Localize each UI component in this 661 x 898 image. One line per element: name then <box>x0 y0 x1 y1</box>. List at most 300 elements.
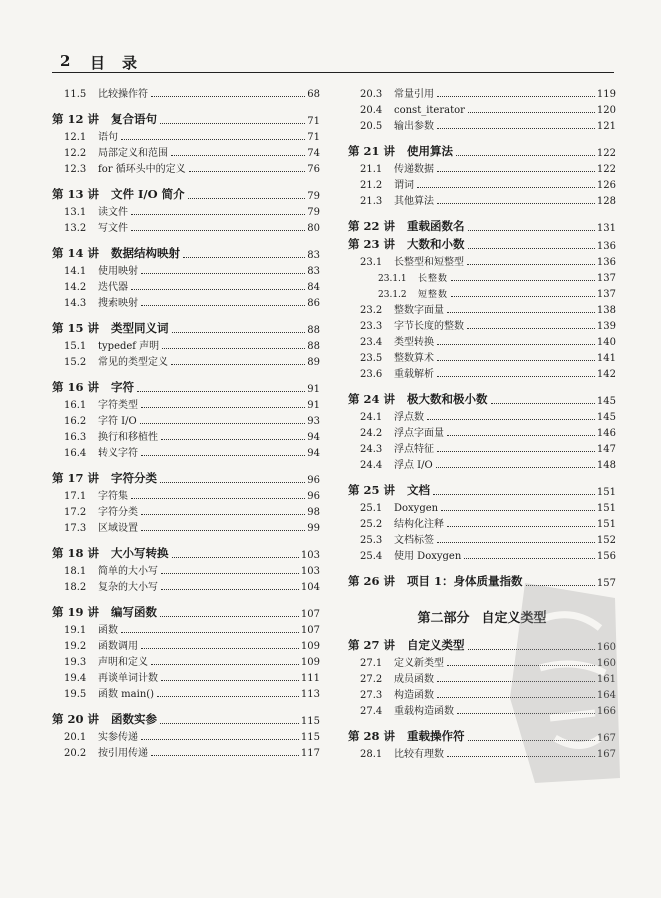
page-ref: 99 <box>307 523 320 534</box>
toc-section-entry[interactable] <box>348 669 616 685</box>
page-ref: 80 <box>307 223 320 234</box>
toc-chapter-entry[interactable] <box>348 480 616 498</box>
toc-section-entry[interactable] <box>52 395 320 411</box>
section-number: 23.4 <box>360 337 383 348</box>
page-ref: 142 <box>596 369 616 380</box>
toc-section-entry[interactable] <box>52 159 320 175</box>
section-number: 23.3 <box>360 321 383 332</box>
page-ref: 74 <box>307 148 320 159</box>
page-ref: 86 <box>307 298 320 309</box>
section-title: 换行和移植性 <box>98 432 158 443</box>
section-title: 谓词 <box>394 180 414 191</box>
leader-dots <box>183 257 305 258</box>
section-title: 整数字面量 <box>394 305 444 316</box>
toc-section-entry[interactable] <box>348 100 616 116</box>
chapter-title: 使用算法 <box>407 144 454 158</box>
chapter-number: 第 21 讲 <box>348 144 396 158</box>
section-number: 19.4 <box>64 673 87 684</box>
toc-section-entry[interactable] <box>52 502 320 518</box>
leader-dots <box>151 664 299 665</box>
toc-section-entry[interactable] <box>52 411 320 427</box>
toc-section-entry[interactable] <box>348 744 616 760</box>
section-number: 21.1 <box>360 164 383 175</box>
toc-section-entry[interactable] <box>52 143 320 159</box>
page-ref: 152 <box>596 535 616 546</box>
section-title: 实参传递 <box>98 732 138 743</box>
leader-dots <box>131 230 305 231</box>
page-ref: 167 <box>596 733 616 744</box>
leader-dots <box>171 155 305 156</box>
section-number: 23.2 <box>360 305 383 316</box>
toc-chapter-entry[interactable] <box>348 141 616 159</box>
leader-dots <box>437 360 595 361</box>
toc-section-entry[interactable] <box>348 423 616 439</box>
spacer <box>52 368 320 377</box>
toc-section-entry[interactable] <box>348 332 616 348</box>
leader-dots <box>141 530 305 531</box>
toc-section-entry[interactable] <box>348 116 616 132</box>
toc-chapter-entry[interactable] <box>52 184 320 202</box>
chapter-number: 第 28 讲 <box>348 729 396 743</box>
page-ref: 115 <box>300 716 320 727</box>
leader-dots <box>526 585 595 586</box>
toc-section-entry[interactable] <box>348 252 616 268</box>
leader-dots <box>451 296 595 297</box>
toc-chapter-entry[interactable] <box>52 243 320 261</box>
toc-section-entry[interactable] <box>52 127 320 143</box>
section-number: 27.4 <box>360 706 383 717</box>
toc-subsection-entry[interactable] <box>348 284 616 300</box>
toc-chapter-entry[interactable] <box>52 602 320 620</box>
leader-dots <box>141 407 305 408</box>
section-title: 浮点 I/O <box>394 460 433 471</box>
chapter-title: 函数实参 <box>111 712 158 726</box>
toc-section-entry[interactable] <box>348 407 616 423</box>
section-number: 23.5 <box>360 353 383 364</box>
page-ref: 104 <box>300 582 320 593</box>
section-number: 25.1 <box>360 503 383 514</box>
section-number: 16.1 <box>64 400 87 411</box>
toc-section-entry[interactable] <box>52 84 320 100</box>
section-title: 浮点特征 <box>394 444 434 455</box>
section-title: 常见的类型定义 <box>98 357 168 368</box>
section-title: 写文件 <box>98 223 128 234</box>
leader-dots <box>141 305 305 306</box>
chapter-number: 第 12 讲 <box>52 112 100 126</box>
page-ref: 151 <box>596 519 616 530</box>
page-ref: 88 <box>307 325 320 336</box>
page-ref: 160 <box>596 658 616 669</box>
toc-section-entry[interactable] <box>52 620 320 636</box>
leader-dots <box>160 482 305 483</box>
leader-dots <box>491 403 595 404</box>
page-ref: 115 <box>300 732 320 743</box>
toc-subsection-entry[interactable] <box>348 268 616 284</box>
section-title: 比较操作符 <box>98 89 148 100</box>
section-title: 区域设置 <box>98 523 138 534</box>
section-number: 25.4 <box>360 551 383 562</box>
page-ref: 83 <box>307 266 320 277</box>
section-number: 28.1 <box>360 749 383 760</box>
chapter-title: 文档 <box>407 483 431 497</box>
page-ref: 131 <box>596 223 616 234</box>
chapter-title: 大小写转换 <box>111 546 169 560</box>
toc-section-entry[interactable] <box>52 577 320 593</box>
toc-section-entry[interactable] <box>348 546 616 562</box>
page-ref: 107 <box>300 625 320 636</box>
section-number: 27.1 <box>360 658 383 669</box>
leader-dots <box>172 332 306 333</box>
section-title: 类型转换 <box>394 337 434 348</box>
leader-dots <box>467 328 595 329</box>
section-title: 重载解析 <box>394 369 434 380</box>
spacer <box>348 471 616 480</box>
leader-dots <box>437 681 595 682</box>
leader-dots <box>447 756 595 757</box>
chapter-number: 第 16 讲 <box>52 380 100 394</box>
toc-chapter-entry[interactable] <box>52 318 320 336</box>
section-number: 16.2 <box>64 416 87 427</box>
page-ref: 167 <box>596 749 616 760</box>
spacer <box>348 132 616 141</box>
section-number: 14.3 <box>64 298 87 309</box>
chapter-title: 编写函数 <box>111 605 158 619</box>
subsection-number: 23.1.2 <box>378 290 407 300</box>
toc-section-entry[interactable] <box>52 293 320 309</box>
page-ref: 96 <box>307 491 320 502</box>
leader-dots <box>157 696 299 697</box>
section-number: 14.1 <box>64 266 87 277</box>
toc-section-entry[interactable] <box>52 336 320 352</box>
page-ref: 83 <box>307 250 320 261</box>
toc-section-entry[interactable] <box>52 652 320 668</box>
section-title: 成员函数 <box>394 674 434 685</box>
toc-chapter-entry[interactable] <box>348 234 616 252</box>
page-ref: 128 <box>596 196 616 207</box>
leader-dots <box>121 632 299 633</box>
leader-dots <box>468 649 595 650</box>
toc-section-entry[interactable] <box>52 727 320 743</box>
section-number: 15.2 <box>64 357 87 368</box>
section-number: 24.4 <box>360 460 383 471</box>
section-title: 字符集 <box>98 491 128 502</box>
part-heading <box>348 589 616 635</box>
toc-section-entry[interactable] <box>52 636 320 652</box>
chapter-title: 字符 <box>111 380 135 394</box>
section-number: 16.3 <box>64 432 87 443</box>
page-ref: 148 <box>596 460 616 471</box>
leader-dots <box>131 498 305 499</box>
chapter-number: 第 22 讲 <box>348 219 396 233</box>
toc-section-entry[interactable] <box>348 364 616 380</box>
page-ref: 137 <box>596 289 616 300</box>
chapter-number: 第 25 讲 <box>348 483 396 497</box>
page-ref: 141 <box>596 353 616 364</box>
section-title: 字符类型 <box>98 400 138 411</box>
toc-section-entry[interactable] <box>348 348 616 364</box>
page-ref: 98 <box>307 507 320 518</box>
chapter-number: 第 24 讲 <box>348 392 396 406</box>
chapter-title: 文件 I/O 简介 <box>111 187 185 201</box>
toc-chapter-entry[interactable] <box>348 389 616 407</box>
page-ref: 157 <box>596 578 616 589</box>
leader-dots <box>437 171 595 172</box>
toc-right-column <box>348 84 616 760</box>
leader-dots <box>437 203 595 204</box>
page-ref: 122 <box>596 148 616 159</box>
toc-section-entry[interactable] <box>348 514 616 530</box>
chapter-number: 第 23 讲 <box>348 237 396 251</box>
leader-dots <box>160 123 305 124</box>
spacer <box>52 700 320 709</box>
page-ref: 96 <box>307 475 320 486</box>
section-number: 17.3 <box>64 523 87 534</box>
leader-dots <box>457 713 595 714</box>
page-ref: 137 <box>596 273 616 284</box>
section-title: 浮点字面量 <box>394 428 444 439</box>
page-ref: 76 <box>307 164 320 175</box>
toc-section-entry[interactable] <box>348 685 616 701</box>
page-ref: 160 <box>596 642 616 653</box>
leader-dots <box>468 230 595 231</box>
leader-dots <box>160 616 299 617</box>
spacer <box>348 207 616 216</box>
section-title: 浮点数 <box>394 412 424 423</box>
page-number: 2 <box>60 52 71 70</box>
toc-chapter-entry[interactable] <box>348 635 616 653</box>
page-ref: 103 <box>300 566 320 577</box>
leader-dots <box>189 171 306 172</box>
section-number: 23.1 <box>360 257 383 268</box>
leader-dots <box>467 264 595 265</box>
toc-section-entry[interactable] <box>348 653 616 669</box>
toc-chapter-entry[interactable] <box>52 468 320 486</box>
toc-section-entry[interactable] <box>52 261 320 277</box>
page-header <box>52 52 614 73</box>
section-number: 19.5 <box>64 689 87 700</box>
spacer <box>52 234 320 243</box>
leader-dots <box>141 455 305 456</box>
section-title: 按引用传递 <box>98 748 148 759</box>
leader-dots <box>171 364 305 365</box>
chapter-title: 大数和小数 <box>407 237 465 251</box>
toc-section-entry[interactable] <box>348 191 616 207</box>
toc-chapter-entry[interactable] <box>52 543 320 561</box>
toc-section-entry[interactable] <box>348 159 616 175</box>
page-ref: 164 <box>596 690 616 701</box>
leader-dots <box>437 376 595 377</box>
chapter-title: 字符分类 <box>111 471 158 485</box>
leader-dots <box>151 755 299 756</box>
section-title: 函数 <box>98 625 118 636</box>
page-ref: 138 <box>596 305 616 316</box>
section-title: 其他算法 <box>394 196 434 207</box>
toc-section-entry[interactable] <box>52 743 320 759</box>
leader-dots <box>437 344 595 345</box>
subsection-title: 短整数 <box>418 290 449 300</box>
section-number: 12.1 <box>64 132 87 143</box>
section-number: 18.1 <box>64 566 87 577</box>
leader-dots <box>456 155 595 156</box>
section-title: for 循环头中的定义 <box>98 164 186 175</box>
toc-section-entry[interactable] <box>348 439 616 455</box>
leader-dots <box>427 419 595 420</box>
toc-section-entry[interactable] <box>348 701 616 717</box>
toc-chapter-entry[interactable] <box>52 377 320 395</box>
page-ref: 156 <box>596 551 616 562</box>
section-title: 迭代器 <box>98 282 128 293</box>
leader-dots <box>437 542 595 543</box>
toc-section-entry[interactable] <box>52 486 320 502</box>
page-ref: 117 <box>300 748 320 759</box>
section-number: 17.1 <box>64 491 87 502</box>
part-title: 自定义类型 <box>481 611 547 626</box>
page-ref: 136 <box>596 257 616 268</box>
section-title: 读文件 <box>98 207 128 218</box>
section-number: 21.3 <box>360 196 383 207</box>
page-ref: 91 <box>307 384 320 395</box>
page-ref: 89 <box>307 357 320 368</box>
leader-dots <box>437 96 595 97</box>
toc-section-entry[interactable] <box>52 277 320 293</box>
section-title: 复杂的大小写 <box>98 582 158 593</box>
section-number: 24.2 <box>360 428 383 439</box>
section-number: 24.1 <box>360 412 383 423</box>
header-title-char-2: 录 <box>122 54 138 72</box>
section-title: 传递数据 <box>394 164 434 175</box>
toc-section-entry[interactable] <box>348 498 616 514</box>
toc-section-entry[interactable] <box>348 455 616 471</box>
page-ref: 161 <box>596 674 616 685</box>
chapter-number: 第 15 讲 <box>52 321 100 335</box>
section-title: 结构化注释 <box>394 519 444 530</box>
section-number: 16.4 <box>64 448 87 459</box>
leader-dots <box>468 740 595 741</box>
section-number: 24.3 <box>360 444 383 455</box>
section-title: 比较有理数 <box>394 749 444 760</box>
toc-chapter-entry[interactable] <box>348 571 616 589</box>
chapter-title: 数据结构映射 <box>111 246 181 260</box>
toc-section-entry[interactable] <box>348 84 616 100</box>
spacer <box>52 534 320 543</box>
leader-dots <box>172 557 299 558</box>
chapter-title: 复合语句 <box>111 112 158 126</box>
section-number: 27.3 <box>360 690 383 701</box>
section-title: 字符分类 <box>98 507 138 518</box>
page-ref: 109 <box>300 657 320 668</box>
page-ref: 151 <box>596 487 616 498</box>
page-ref: 139 <box>596 321 616 332</box>
chapter-number: 第 19 讲 <box>52 605 100 619</box>
chapter-number: 第 26 讲 <box>348 574 396 588</box>
section-title: 局部定义和范围 <box>98 148 168 159</box>
section-number: 13.1 <box>64 207 87 218</box>
toc-section-entry[interactable] <box>52 427 320 443</box>
chapter-number: 第 18 讲 <box>52 546 100 560</box>
section-number: 20.4 <box>360 105 383 116</box>
leader-dots <box>161 589 299 590</box>
leader-dots <box>188 198 306 199</box>
toc-section-entry[interactable] <box>52 218 320 234</box>
page-ref: 94 <box>307 432 320 443</box>
leader-dots <box>417 187 595 188</box>
toc-chapter-entry[interactable] <box>348 726 616 744</box>
page-ref: 113 <box>300 689 320 700</box>
toc-section-entry[interactable] <box>348 316 616 332</box>
page-ref: 107 <box>300 609 320 620</box>
toc-chapter-entry[interactable] <box>348 216 616 234</box>
section-title: 构造函数 <box>394 690 434 701</box>
page-ref: 126 <box>596 180 616 191</box>
toc-left-column <box>52 84 320 759</box>
page-ref: 79 <box>307 191 320 202</box>
toc-section-entry[interactable] <box>348 530 616 546</box>
toc-section-entry[interactable] <box>52 684 320 700</box>
leader-dots <box>437 128 595 129</box>
header-title-char-1: 目 <box>90 54 106 72</box>
page-ref: 122 <box>596 164 616 175</box>
section-number: 17.2 <box>64 507 87 518</box>
page-ref: 88 <box>307 341 320 352</box>
section-title: const_iterator <box>394 105 465 116</box>
page-ref: 147 <box>596 444 616 455</box>
section-number: 27.2 <box>360 674 383 685</box>
page-ref: 94 <box>307 448 320 459</box>
page-ref: 68 <box>307 89 320 100</box>
spacer <box>52 459 320 468</box>
toc-section-entry[interactable] <box>52 202 320 218</box>
toc-section-entry[interactable] <box>52 352 320 368</box>
spacer <box>52 100 320 109</box>
page-ref: 140 <box>596 337 616 348</box>
section-number: 20.5 <box>360 121 383 132</box>
page-ref: 79 <box>307 207 320 218</box>
leader-dots <box>160 723 299 724</box>
section-title: 使用映射 <box>98 266 138 277</box>
section-number: 12.3 <box>64 164 87 175</box>
toc-section-entry[interactable] <box>348 175 616 191</box>
toc-section-entry[interactable] <box>52 668 320 684</box>
leader-dots <box>141 273 305 274</box>
toc-chapter-entry[interactable] <box>52 709 320 727</box>
page-ref: 91 <box>307 400 320 411</box>
leader-dots <box>437 451 595 452</box>
section-number: 25.3 <box>360 535 383 546</box>
page-ref: 151 <box>596 503 616 514</box>
section-title: 搜索映射 <box>98 298 138 309</box>
section-title: 文档标签 <box>394 535 434 546</box>
section-number: 14.2 <box>64 282 87 293</box>
toc-section-entry[interactable] <box>52 561 320 577</box>
leader-dots <box>468 112 595 113</box>
section-number: 11.5 <box>64 89 87 100</box>
toc-section-entry[interactable] <box>348 300 616 316</box>
page-ref: 120 <box>596 105 616 116</box>
leader-dots <box>151 96 305 97</box>
section-title: 整数算术 <box>394 353 434 364</box>
toc-section-entry[interactable] <box>52 518 320 534</box>
page-ref: 119 <box>596 89 616 100</box>
chapter-title: 项目 1：身体质量指数 <box>407 574 523 588</box>
chapter-title: 重载函数名 <box>407 219 465 233</box>
spacer <box>348 717 616 726</box>
leader-dots <box>141 514 305 515</box>
toc-section-entry[interactable] <box>52 443 320 459</box>
leader-dots <box>437 697 595 698</box>
toc-chapter-entry[interactable] <box>52 109 320 127</box>
page-ref: 84 <box>307 282 320 293</box>
section-title: 函数调用 <box>98 641 138 652</box>
